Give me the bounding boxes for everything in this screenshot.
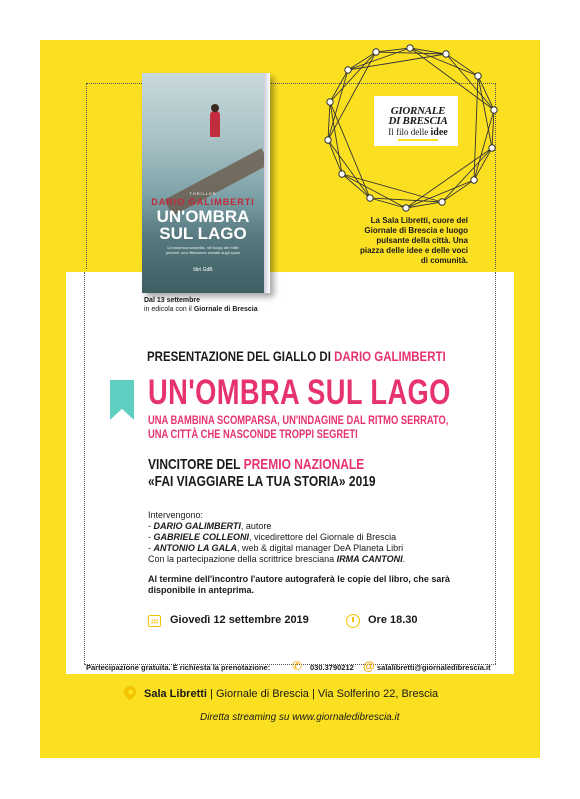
book-blurb: Un'assenza sospetta, nel luogo dei mille peccati: una riflessione sociale sugli spazi [165, 245, 241, 255]
book-title: UN'OMBRA SUL LAGO [156, 207, 250, 243]
dotted-border-right [495, 272, 496, 664]
presentation-heading: PRESENTAZIONE DEL GIALLO DI DARIO GALIMBERTI [147, 348, 446, 364]
booking-phone[interactable]: 030.3790212 [310, 663, 354, 672]
speakers-list [148, 510, 405, 565]
event-title: UN'OMBRA SUL LAGO [148, 373, 451, 412]
event-time: Ore 18.30 [368, 614, 418, 626]
email-icon: @ [363, 659, 375, 673]
book-genre: THRILLER [189, 191, 217, 196]
event-subtitle: UNA BAMBINA SCOMPARSA, UN'INDAGINE DAL RITMO SERRATO, UNA CITTÀ CHE NASCONDE TROPPI SEGRETI [148, 413, 449, 441]
book-author: DARIO GALIMBERTI [151, 197, 255, 207]
participation-note: Con la partecipazione della scrittrice bresciana IRMA CANTONI. [148, 554, 406, 564]
award-text: VINCITORE DEL PREMIO NAZIONALE «FAI VIAGGIARE LA TUA STORIA» 2019 [148, 456, 376, 490]
clock-icon [346, 614, 360, 628]
phone-icon: ✆ [292, 659, 303, 673]
book-publisher: libri GdB [193, 267, 213, 273]
giornale-di-brescia-logo [378, 106, 458, 141]
speaker-item: - ANTONIO LA GALA, web & digital manager DeA Planeta Libri [148, 543, 404, 553]
book-cover [142, 73, 270, 293]
event-date: Giovedì 12 settembre 2019 [170, 614, 309, 626]
logo-name: GIORNALE DI BRESCIA [388, 105, 448, 127]
calendar-icon [148, 615, 161, 627]
conclusion-note: Al termine dell'incontro l'autore autograferà le copie del libro, che sarà disponibile in anteprima. [148, 574, 450, 595]
speaker-item: - GABRIELE COLLEONI, vicedirettore del Giornale di Brescia [148, 532, 397, 542]
logo-tagline: Il filo delle idee [388, 127, 448, 138]
sala-description: La Sala Libretti, cuore del Giornale di Brescia e luogo pulsante della città. Una piazza delle idee e delle voci di comunità. [359, 216, 468, 265]
dotted-border-left [84, 272, 85, 664]
book-spine [264, 73, 270, 293]
venue-line: Sala Libretti | Giornale di Brescia | Via Solferino 22, Brescia [144, 688, 439, 700]
speaker-item: - DARIO GALIMBERTI, autore [148, 521, 272, 531]
booking-text: Partecipazione gratuita. È richiesta la prenotazione: [86, 663, 271, 672]
edicola-note: Dal 13 settembre in edicola con il Giornale di Brescia [144, 297, 258, 313]
streaming-link[interactable]: Diretta streaming su www.giornaledibrescia.it [200, 712, 400, 723]
speakers-intro: Intervengono: [148, 510, 204, 520]
girl-figure [210, 111, 220, 137]
logo-underline [398, 139, 438, 141]
booking-email[interactable]: salalibretti@giornaledibrescia.it [377, 663, 491, 672]
